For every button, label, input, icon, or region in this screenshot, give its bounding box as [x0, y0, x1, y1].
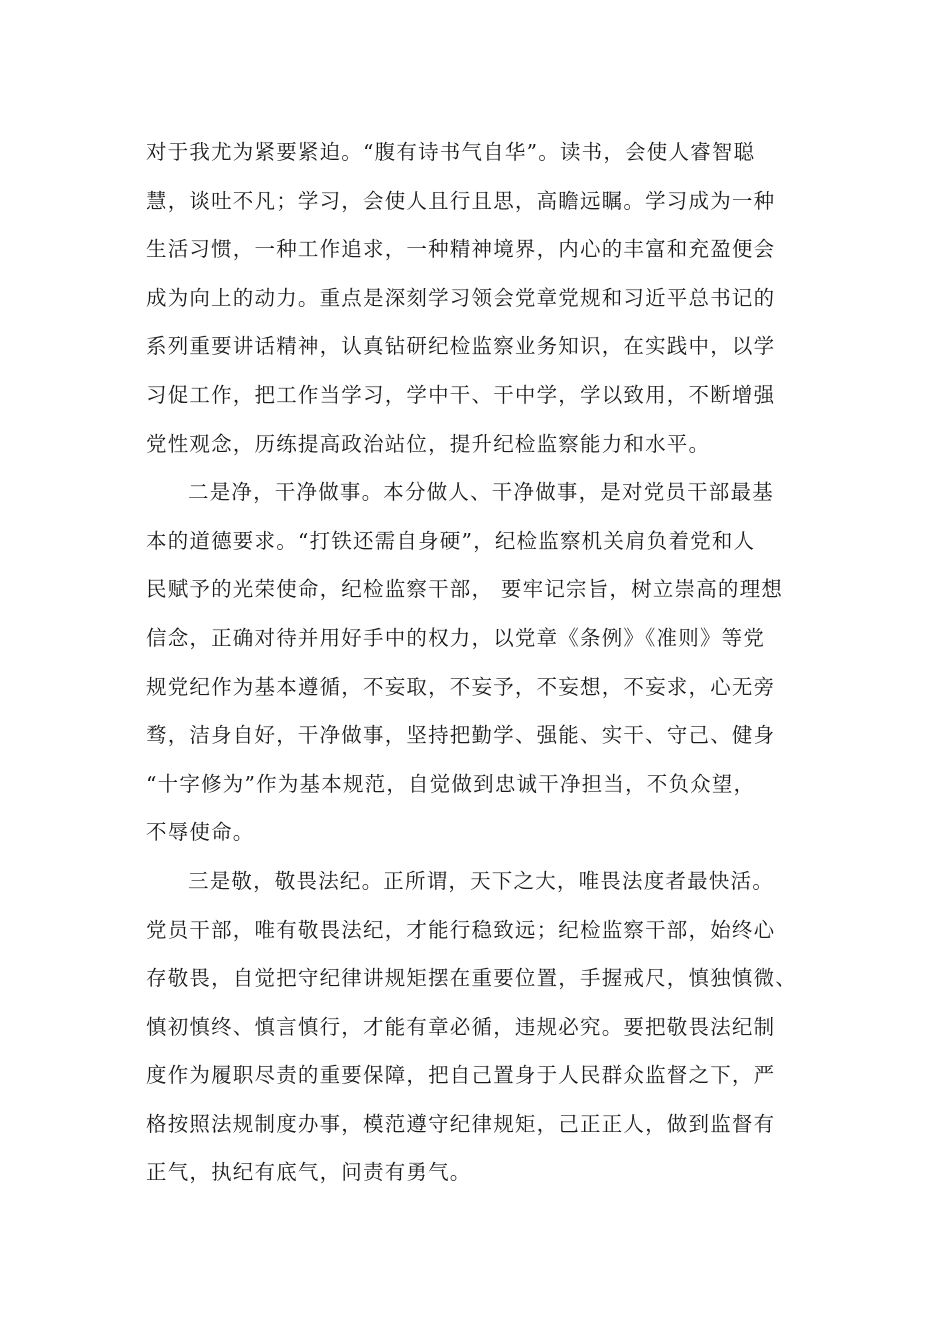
text-line: 不辱使命。 [146, 820, 255, 845]
paragraph-study-continued [146, 128, 806, 468]
text-line: 习促工作，把工作当学习，学中干、干中学，学以致用，不断增强 [146, 382, 776, 407]
text-line-first: 三是敬，敬畏法纪。正所谓，天下之大，唯畏法度者最快活。 [188, 868, 774, 893]
text-line: 对于我尤为紧要紧迫。“腹有诗书气自华”。读书，会使人睿智聪 [146, 140, 756, 164]
text-line: 党性观念，历练提高政治站位，提升纪检监察能力和水平。 [146, 431, 711, 456]
text-line: “十字修为”作为基本规范，自觉做到忠诚干净担当，不负众望， [146, 771, 756, 796]
text-line: 民赋予的光荣使命，纪检监察干部， 要牢记宗旨，树立崇高的理想 [146, 577, 784, 602]
paragraph-clean [146, 468, 806, 857]
text-line: 格按照法规制度办事，模范遵守纪律规矩，己正正人，做到监督有 [146, 1111, 776, 1136]
text-line: 生活习惯，一种工作追求，一种精神境界，内心的丰富和充盈便会 [146, 237, 776, 262]
text-line-first: 二是净，干净做事。本分做人、干净做事，是对党员干部最基 [188, 480, 774, 505]
text-line: 规党纪作为基本遵循，不妄取，不妄予，不妄想，不妄求，心无旁 [146, 674, 776, 699]
text-line: 存敬畏，自觉把守纪律讲规矩摆在重要位置，手握戒尺，慎独慎微、 [146, 966, 797, 991]
text-line: 本的道德要求。“打铁还需自身硬”，纪检监察机关肩负着党和人 [146, 528, 756, 553]
text-line: 正气，执纪有底气，问责有勇气。 [146, 1160, 472, 1185]
text-line: 党员干部，唯有敬畏法纪，才能行稳致远；纪检监察干部，始终心 [146, 917, 776, 942]
text-line: 信念，正确对待并用好手中的权力，以党章《条例》《准则》等党 [146, 625, 766, 650]
text-line: 成为向上的动力。重点是深刻学习领会党章党规和习近平总书记的 [146, 285, 776, 310]
paragraph-respect [146, 857, 806, 1197]
body-text [146, 128, 806, 1197]
text-line: 慎初慎终、慎言慎行，才能有章必循，违规必究。要把敬畏法纪制 [146, 1014, 776, 1039]
text-line: 慧，谈吐不凡；学习，会使人且行且思，高瞻远瞩。学习成为一种 [146, 188, 776, 213]
text-line: 度作为履职尽责的重要保障，把自己置身于人民群众监督之下，严 [146, 1063, 776, 1088]
text-line: 系列重要讲话精神，认真钻研纪检监察业务知识，在实践中，以学 [146, 334, 776, 359]
text-line: 骛，洁身自好，干净做事，坚持把勤学、强能、实干、守己、健身 [146, 723, 776, 748]
